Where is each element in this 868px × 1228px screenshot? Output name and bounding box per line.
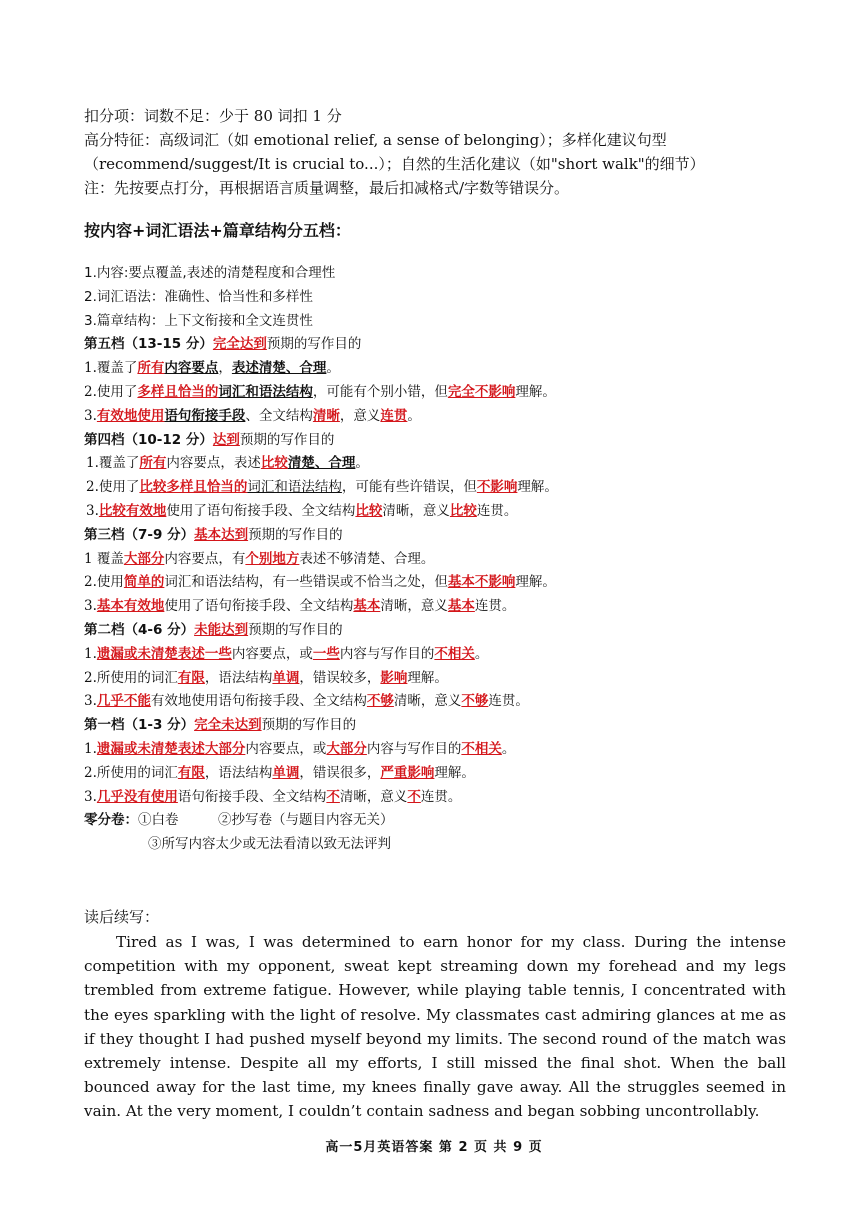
grade1-heading [84,714,824,738]
text: 2.所使用的词汇 [84,669,178,686]
text: 表述不够清楚、合理。 [299,550,435,567]
text-underlined: 表述清楚、合理 [231,360,327,377]
text: ，错误较多， [299,669,381,686]
grade2-label: 第二档（4-6 分） [84,621,195,638]
text: 1.覆盖了 [84,360,138,377]
grade5-heading [84,333,824,357]
grade4-item1 [84,452,824,476]
zero-score-copied: ②抄写卷（与题目内容无关） [218,812,394,829]
text: 内容要点，或 [245,740,327,757]
text: 内容与写作目的 [339,645,435,662]
highlight: 多样且恰当的 [137,383,219,400]
grade5-item3 [84,405,824,429]
grade2-item2 [84,667,824,691]
text: 连贯。 [474,598,516,615]
grade4-keyword: 达到 [212,431,240,448]
highlight: 基本 [353,598,381,615]
grade3-item3 [84,595,824,619]
highlight: 所有 [137,360,165,377]
grade4-item3 [84,500,824,524]
highlight: 有限 [177,764,205,781]
text: 清晰，意义 [382,502,450,519]
grade1-item2 [84,762,824,786]
grade5-item1 [84,357,824,381]
text: 1. [84,740,97,757]
text: 清晰，意义 [393,693,462,710]
section-title: 按内容+词汇语法+篇章结构分五档： [84,221,351,240]
grade3-item1 [84,548,824,572]
text: 内容与写作目的 [366,740,462,757]
text-underlined: 词汇和语法结构 [247,479,342,496]
grading-criteria [84,262,824,857]
highlight: 一些 [312,645,340,662]
zero-score-line [84,809,824,833]
text: 。 [355,455,369,472]
grade4-heading [84,429,824,453]
text: 语句衔接手段、全文结构 [177,788,327,805]
text: ，可能有些许错误，但 [341,479,477,496]
grade3-heading [84,524,824,548]
text: ， [218,360,232,377]
text: 2.使用了 [84,383,138,400]
text: 有效地使用语句衔接手段、全文结构 [150,693,367,710]
text: 连贯。 [488,693,529,710]
text: 理解。 [517,479,558,496]
highlight: 遗漏或未清楚表述一些 [96,645,232,662]
highlight: 不 [326,788,340,805]
criterion-vocabulary: 2.词汇语法：准确性、恰当性和多样性 [84,288,313,305]
text: 连贯。 [476,502,518,519]
text: 使用了语句衔接手段、全文结构 [164,598,354,615]
text: 理解。 [515,574,556,591]
highlight: 基本 [447,598,475,615]
grade4-label: 第四档（10-12 分） [84,431,213,448]
highlight: 遗漏或未清楚表述大部分 [96,740,246,757]
high-score-features-cont: （recommend/suggest/It is crucial to...）；自然的生活化建议（如"short walk"的细节） [84,155,705,173]
highlight: 单调 [272,764,300,781]
text: ，语法结构 [204,764,273,781]
text: 使用了语句衔接手段、全文结构 [166,502,356,519]
grade5-item2 [84,381,824,405]
highlight: 几乎没有使用 [96,788,178,805]
grade5-keyword: 完全达到 [212,336,267,353]
zero-score-line2 [84,833,824,857]
continuation-title: 读后续写： [84,908,160,926]
text: 。 [501,740,516,757]
highlight: 大部分 [326,740,367,757]
text: 连贯。 [420,788,462,805]
continuation-passage [84,930,786,1124]
text: 。 [407,407,421,424]
text: 1. [84,645,97,662]
zero-score-blank: ①白卷 [138,812,179,829]
grade5-label: 第五档（13-15 分） [84,336,213,353]
text: 。 [474,645,489,662]
grade4-tail: 预期的写作目的 [239,431,335,448]
grade2-tail: 预期的写作目的 [248,621,343,638]
text: ，错误很多， [299,764,381,781]
text: 内容要点，表述 [166,455,261,472]
grade4-item2 [84,476,824,500]
highlight: 比较 [449,502,477,519]
text-underlined: 清楚、合理 [287,455,356,472]
text: 1.覆盖了 [86,455,140,472]
highlight: 不够 [366,693,394,710]
text: 清晰，意义 [339,788,408,805]
highlight: 清晰 [312,407,340,424]
highlight: 比较多样且恰当的 [139,479,248,496]
scoring-notes [84,104,824,200]
page-footer: 高一5月英语答案 第 2 页 共 9 页 [325,1140,543,1155]
zero-score-illegible: ③所写内容太少或无法看清以致无法评判 [148,836,391,853]
continuation-paragraph: Tired as I was, I was determined to earn honor for my class. During the intense competition with my opponent, sweat kept streaming down my forehead and my legs trembled from extreme fatigue. However, while playing table tennis, I concentrated with the eyes sparkling with the light of resolve. My classmates cast admiring glances at me as if they thought I had pushed myself beyond my limits. The second round of the match was extremely intense. Despite all my efforts, I still missed the final shot. When the ball bounced away for the last time, my knees finally gave away. All the struggles seemed in vain. At the very moment, I couldn’t contain sadness and began sobbing uncontrollably. [84,933,786,1121]
text: 内容要点，或 [231,645,313,662]
highlight: 单调 [272,669,300,686]
text: 3. [86,502,99,519]
text-underlined: 语句衔接手段 [164,407,246,424]
text: 内容要点，有 [164,550,246,567]
grade2-heading [84,619,824,643]
grade2-item1 [84,643,824,667]
text: 。 [326,360,340,377]
criterion-structure: 3.篇章结构：上下文衔接和全文连贯性 [84,312,313,329]
text-underlined: 内容要点 [164,360,219,377]
text: ，可能有个别小错，但 [312,383,448,400]
highlight: 个别地方 [245,550,300,567]
text: 1 覆盖 [84,550,124,567]
highlight: 有限 [177,669,205,686]
text: ，意义 [339,407,381,424]
highlight: 有效地使用 [96,407,165,424]
grade3-tail: 预期的写作目的 [248,526,343,543]
highlight: 不影响 [476,479,518,496]
highlight: 严重影响 [380,764,435,781]
text: 2.所使用的词汇 [84,764,178,781]
highlight: 所有 [139,455,167,472]
grade1-tail: 预期的写作目的 [261,717,357,734]
grade3-label: 第三档（7-9 分） [84,526,195,543]
highlight: 简单的 [123,574,165,591]
text: 清晰，意义 [380,598,448,615]
highlight: 基本有效地 [96,598,165,615]
text: 理解。 [434,764,475,781]
text: 3. [84,788,97,805]
text: 3. [84,693,97,710]
text: 2.使用 [84,574,124,591]
text: 3. [84,598,97,615]
highlight: 不相关 [461,740,502,757]
highlight: 不相关 [434,645,475,662]
grading-note: 注：先按要点打分，再根据语言质量调整，最后扣减格式/字数等错误分。 [84,179,570,197]
highlight: 比较有效地 [98,502,167,519]
text: 理解。 [407,669,448,686]
zero-score-label: 零分卷： [84,812,138,829]
text: ，语法结构 [204,669,273,686]
highlight: 大部分 [123,550,165,567]
highlight: 影响 [380,669,408,686]
highlight: 连贯 [380,407,408,424]
text: 词汇和语法结构，有一些错误或不恰当之处，但 [164,574,448,591]
highlight: 比较 [355,502,383,519]
highlight: 不 [407,788,421,805]
text: 理解。 [515,383,556,400]
criterion-content: 1.内容:要点覆盖,表述的清楚程度和合理性 [84,265,336,281]
deduction-note: 扣分项：词数不足：少于 80 词扣 1 分 [84,107,342,125]
grade1-item1 [84,738,824,762]
grade1-item3 [84,786,824,810]
grade2-item3 [84,690,824,714]
highlight: 完全不影响 [447,383,516,400]
high-score-features: 高分特征：高级词汇（如 emotional relief, a sense of belonging）；多样化建议句型 [84,131,667,149]
text-underlined: 词汇和语法结构 [218,383,313,400]
grade2-keyword: 未能达到 [194,621,249,638]
grade1-keyword: 完全未达到 [194,717,262,734]
highlight: 不够 [461,693,489,710]
grade5-tail: 预期的写作目的 [266,336,362,353]
highlight: 几乎不能 [96,693,151,710]
grade3-item2 [84,571,824,595]
highlight: 基本不影响 [447,574,516,591]
highlight: 比较 [260,455,288,472]
grade3-keyword: 基本达到 [194,526,249,543]
text: 2.使用了 [86,479,140,496]
text: 、全文结构 [245,407,313,424]
grade1-label: 第一档（1-3 分） [84,717,195,734]
text: 3. [84,407,97,424]
